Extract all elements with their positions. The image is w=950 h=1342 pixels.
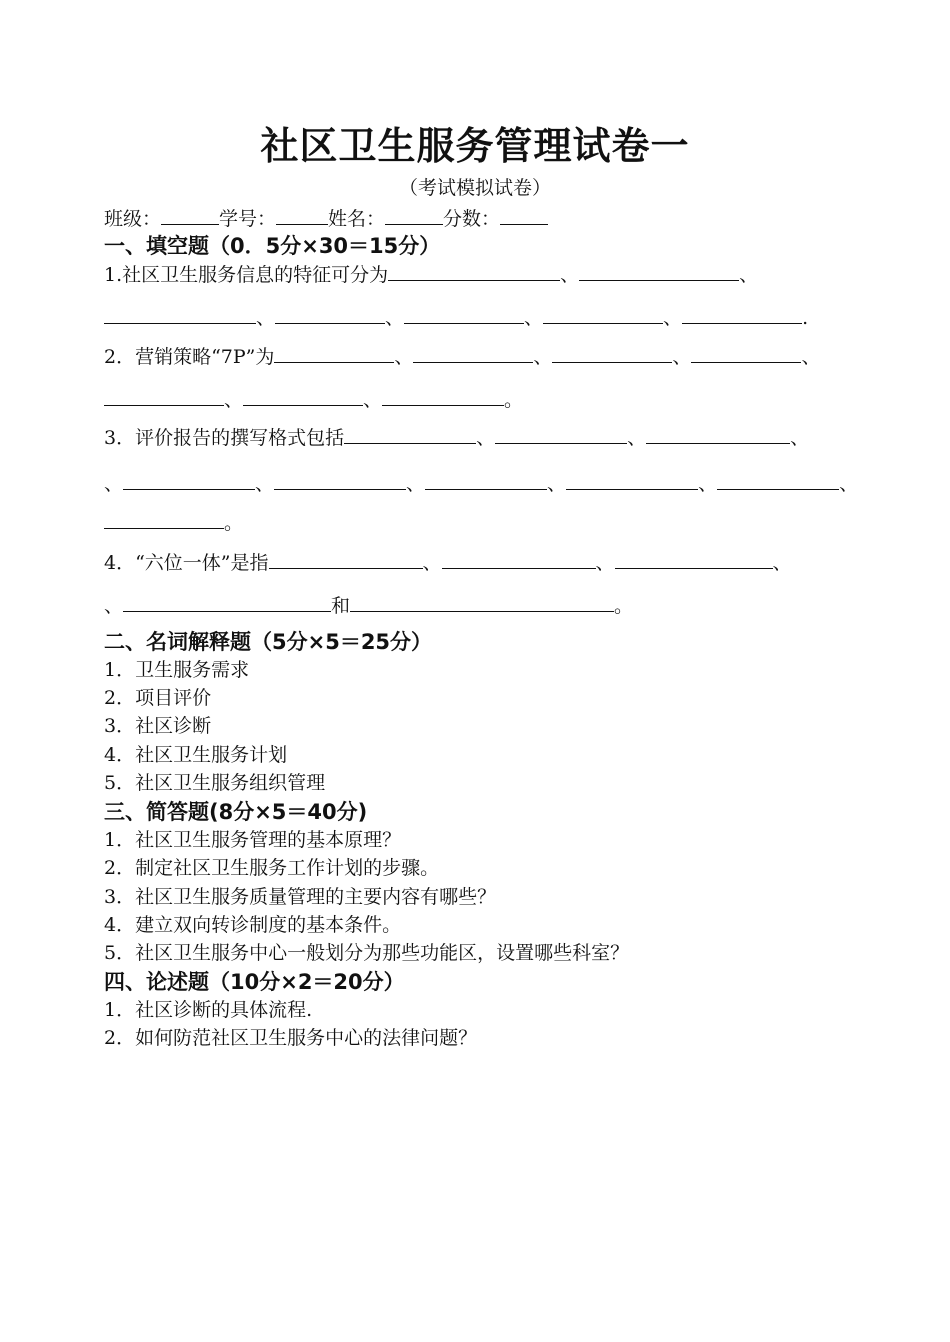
- separator: 、: [790, 427, 810, 449]
- answer-blank: [382, 387, 504, 406]
- separator: 、: [772, 552, 792, 574]
- class-blank: [161, 206, 219, 225]
- list-item: 5．社区卫生服务中心一般划分为那些功能区，设置哪些科室？: [104, 942, 630, 964]
- question-text: 1.社区卫生服务信息的特征可分为: [104, 264, 389, 286]
- answer-blank: [579, 262, 739, 281]
- answer-blank: [274, 344, 394, 363]
- list-item: 4．社区卫生服务计划: [104, 744, 288, 766]
- list-item: 1．卫生服务需求: [104, 659, 250, 681]
- fill-question-2-cont: [104, 387, 523, 412]
- separator: 、: [363, 389, 383, 411]
- list-item: 2．如何防范社区卫生服务中心的法律问题？: [104, 1027, 478, 1049]
- answer-blank: [413, 344, 533, 363]
- question-text: 4．“六位一体”是指: [104, 552, 269, 574]
- section-2-heading: 二、名词解释题（5分×5＝25分）: [104, 630, 433, 654]
- answer-blank: [350, 593, 614, 612]
- separator: 、: [627, 427, 647, 449]
- list-item: 3．社区卫生服务质量管理的主要内容有哪些？: [104, 886, 497, 908]
- separator: 、: [104, 473, 124, 495]
- fill-question-4: [104, 550, 792, 575]
- separator: 。: [224, 512, 244, 534]
- separator: 、: [698, 473, 718, 495]
- separator: 、: [595, 552, 615, 574]
- answer-blank: [269, 550, 423, 569]
- fill-question-3-cont2: [104, 510, 243, 535]
- list-item: 2．项目评价: [104, 687, 212, 709]
- exam-subtitle: （考试模拟试卷）: [398, 177, 551, 199]
- student-info-line: [104, 206, 548, 231]
- separator: 、: [839, 473, 859, 495]
- separator: 、: [547, 473, 567, 495]
- score-label: 分数：: [443, 208, 501, 230]
- fill-question-4-cont: [104, 593, 633, 618]
- name-label: 姓名：: [328, 208, 386, 230]
- student-id-label: 学号：: [219, 208, 277, 230]
- answer-blank: [344, 425, 476, 444]
- separator: 、: [255, 473, 275, 495]
- separator: 、: [739, 264, 759, 286]
- list-item: 1．社区诊断的具体流程.: [104, 999, 313, 1021]
- separator: 、: [256, 307, 276, 329]
- fill-question-3-cont: [104, 471, 858, 496]
- answer-blank: [442, 550, 596, 569]
- separator: 、: [533, 346, 553, 368]
- separator: 、: [672, 346, 692, 368]
- fill-question-1-cont: [104, 305, 808, 330]
- fill-question-1: [104, 262, 758, 287]
- answer-blank: [543, 305, 663, 324]
- separator: 、: [560, 264, 580, 286]
- separator: 、: [406, 473, 426, 495]
- answer-blank: [104, 510, 224, 529]
- separator: 、: [394, 346, 414, 368]
- separator: 、: [385, 307, 405, 329]
- class-label: 班级：: [104, 208, 162, 230]
- separator: 。: [614, 595, 634, 617]
- separator: .: [802, 307, 809, 329]
- answer-blank: [646, 425, 790, 444]
- separator: 、: [476, 427, 496, 449]
- score-blank: [500, 206, 548, 225]
- exam-title: 社区卫生服务管理试卷一: [260, 124, 690, 168]
- separator: 、: [801, 346, 821, 368]
- answer-blank: [243, 387, 363, 406]
- answer-blank: [552, 344, 672, 363]
- answer-blank: [104, 305, 256, 324]
- section-3-heading: 三、简答题(8分×5＝40分): [104, 800, 368, 824]
- answer-blank: [388, 262, 560, 281]
- question-text: 2．营销策略“7P”为: [104, 346, 275, 368]
- answer-blank: [123, 593, 331, 612]
- answer-blank: [566, 471, 698, 490]
- list-item: 3．社区诊断: [104, 715, 212, 737]
- student-id-blank: [276, 206, 328, 225]
- list-item: 2．制定社区卫生服务工作计划的步骤。: [104, 857, 440, 879]
- separator: 、: [224, 389, 244, 411]
- answer-blank: [495, 425, 627, 444]
- name-blank: [385, 206, 443, 225]
- separator: 、: [663, 307, 683, 329]
- fill-question-3: [104, 425, 809, 450]
- answer-blank: [425, 471, 547, 490]
- section-1-heading: 一、填空题（0．5分×30＝15分）: [104, 234, 441, 258]
- separator: 、: [104, 595, 124, 617]
- answer-blank: [274, 471, 406, 490]
- section-4-heading: 四、论述题（10分×2＝20分）: [104, 970, 405, 994]
- answer-blank: [615, 550, 773, 569]
- fill-question-2: [104, 344, 820, 369]
- answer-blank: [104, 387, 224, 406]
- list-item: 5．社区卫生服务组织管理: [104, 772, 326, 794]
- answer-blank: [404, 305, 524, 324]
- answer-blank: [682, 305, 802, 324]
- answer-blank: [691, 344, 801, 363]
- list-item: 4．建立双向转诊制度的基本条件。: [104, 914, 402, 936]
- answer-blank: [275, 305, 385, 324]
- separator: 、: [422, 552, 442, 574]
- question-text: 3．评价报告的撰写格式包括: [104, 427, 345, 449]
- answer-blank: [717, 471, 839, 490]
- list-item: 1．社区卫生服务管理的基本原理？: [104, 829, 402, 851]
- separator: 、: [524, 307, 544, 329]
- and-word: 和: [331, 595, 351, 617]
- separator: 。: [504, 389, 524, 411]
- answer-blank: [123, 471, 255, 490]
